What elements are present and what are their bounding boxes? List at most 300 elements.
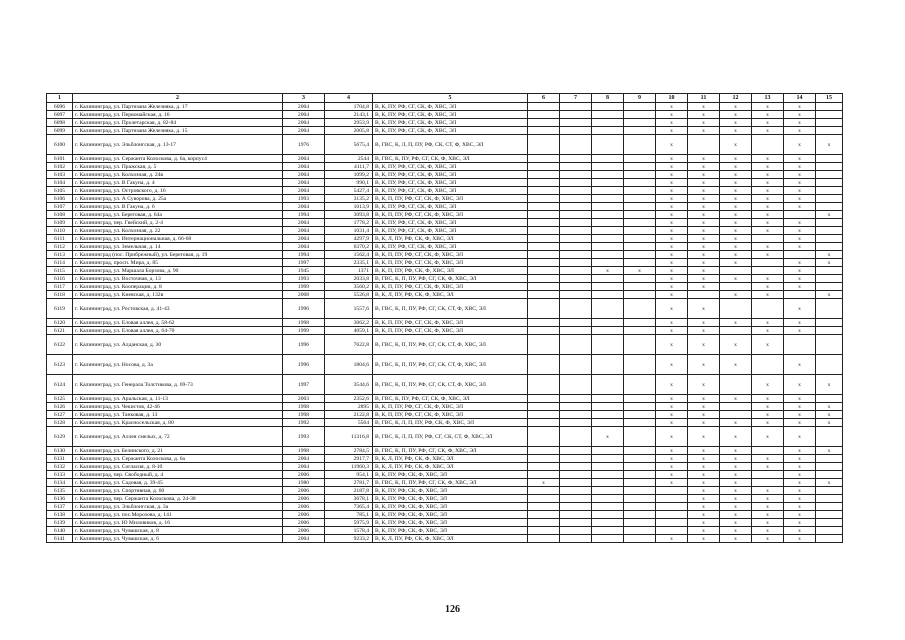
row-number: 6101 [47,155,73,163]
mark-cell: x [784,471,816,479]
mark-cell: x [752,419,784,427]
mark-cell [816,155,843,163]
mark-cell: x [720,211,752,219]
area-cell: 2784,5 [325,447,373,455]
table-row [47,327,843,335]
mark-cell [560,519,592,527]
address-cell: г. Калининград, ул. Чувашская, д. 8 [73,527,283,535]
mark-cell [816,455,843,463]
row-number: 6111 [47,235,73,243]
mark-cell [784,291,816,299]
mark-cell [560,527,592,535]
mark-cell [528,463,560,471]
mark-cell [816,511,843,519]
mark-cell: x [720,479,752,487]
area-cell: 2352,6 [325,395,373,403]
column-header: 13 [752,94,784,103]
mark-cell: x [688,395,720,403]
mark-cell: x [784,495,816,503]
address-cell: г. Калининград, пер. Свободный, д. 4 [73,471,283,479]
mark-cell: x [720,511,752,519]
area-cell: 7622,8 [325,335,373,355]
mark-cell [560,227,592,235]
mark-cell: x [720,275,752,283]
works-cell: В, К, Л, ПУ, РФ, СК, Ф, ХВС, ЭЛ [373,535,528,543]
mark-cell: x [752,187,784,195]
works-cell: В, К, П, ПУ, РФ, СГ, СК, Ф, ХВС, ЭЛ [373,411,528,419]
mark-cell [560,291,592,299]
area-cell: 5975,9 [325,519,373,527]
column-header: 12 [720,94,752,103]
mark-cell [624,419,656,427]
mark-cell: x [656,411,688,419]
table-row [47,395,843,403]
mark-cell [624,327,656,335]
table-row [47,447,843,455]
mark-cell: x [784,299,816,319]
works-cell: В, К, П, ПУ, РФ, СГ, СК, Ф, ХВС, ЭЛ [373,211,528,219]
works-cell: В, К, П, ПУ, РФ, СГ, СК, Ф, ХВС, ЭЛ [373,195,528,203]
mark-cell: x [752,319,784,327]
mark-cell [816,127,843,135]
mark-cell: x [752,427,784,447]
mark-cell: x [656,463,688,471]
table-row [47,419,843,427]
row-number: 6103 [47,171,73,179]
mark-cell: x [784,487,816,495]
address-cell: г. Калининград, ул. Колхозная, д. 22 [73,227,283,235]
mark-cell [528,447,560,455]
mark-cell: x [656,479,688,487]
row-number: 6125 [47,395,73,403]
mark-cell [592,163,624,171]
mark-cell: x [656,355,688,375]
mark-cell: x [688,471,720,479]
mark-cell [816,527,843,535]
table-row [47,135,843,155]
row-number: 6121 [47,327,73,335]
table-row [47,127,843,135]
mark-cell: x [784,171,816,179]
mark-cell: x [752,111,784,119]
mark-cell [592,227,624,235]
mark-cell [624,171,656,179]
mark-cell: x [752,103,784,111]
year-cell: 2006 [283,471,325,479]
year-cell: 1999 [283,283,325,291]
mark-cell: x [816,479,843,487]
table-row [47,111,843,119]
mark-cell [624,403,656,411]
table-row [47,103,843,111]
address-cell: г. Калининград, ул. Еловая аллея, д. 58-62 [73,319,283,327]
mark-cell [816,195,843,203]
mark-cell [816,179,843,187]
mark-cell [528,471,560,479]
table-row [47,527,843,535]
table-row [47,195,843,203]
mark-cell [624,259,656,267]
area-cell: 9233,2 [325,535,373,543]
mark-cell [624,291,656,299]
mark-cell: x [784,455,816,463]
mark-cell [592,327,624,335]
mark-cell: x [816,135,843,155]
mark-cell [560,267,592,275]
works-cell: В, К, П, ПУ, РФ, СГ, СК, Ф, ХВС, ЭЛ [373,259,528,267]
table-row [47,455,843,463]
mark-cell [592,495,624,503]
address-cell: г. Калининград, ул. Алданская, д. 30 [73,335,283,355]
mark-cell [816,327,843,335]
year-cell: 1998 [283,319,325,327]
mark-cell: x [688,171,720,179]
area-cell: 2122,8 [325,411,373,419]
year-cell: 2004 [283,203,325,211]
mark-cell: x [688,503,720,511]
mark-cell [624,179,656,187]
mark-cell [592,527,624,535]
mark-cell: x [752,291,784,299]
address-cell: г. Калининград, ул. Маршала Борзова, д. 90 [73,267,283,275]
row-number: 6106 [47,195,73,203]
address-cell: г. Калининград, ул. пос.Морозова, д. 141 [73,511,283,519]
table-row [47,171,843,179]
works-cell: В, К, Л, ПУ, РФ, СК, Ф, ХВС, ЭЛ [373,455,528,463]
mark-cell: x [688,419,720,427]
mark-cell: x [816,211,843,219]
works-cell: В, ГВС, К, П, ПУ, РФ, СГ, СК, Ф, ХВС, ЭЛ [373,447,528,455]
works-cell: В, ГВС, К, П, ПУ, РФ, СГ, СК, СТ, Ф, ХВС, ЭЛ [373,355,528,375]
mark-cell: x [784,535,816,543]
row-number: 6105 [47,187,73,195]
mark-cell [592,155,624,163]
works-cell: В, К, Л, ПУ, РФ, СК, Ф, ХВС, ЭЛ [373,235,528,243]
works-cell: В, К, П, ПУ, РФ, СГ, СК, Ф, ХВС, ЭЛ [373,283,528,291]
mark-cell: x [752,251,784,259]
mark-cell: x [752,375,784,395]
table-row [47,243,843,251]
mark-cell: x [720,195,752,203]
row-number: 6129 [47,427,73,447]
area-cell: 954,1 [325,471,373,479]
year-cell: 2004 [283,187,325,195]
mark-cell: x [784,243,816,251]
mark-cell: x [784,259,816,267]
mark-cell [528,283,560,291]
mark-cell [592,319,624,327]
mark-cell [816,235,843,243]
mark-cell: x [720,155,752,163]
mark-cell: x [752,511,784,519]
mark-cell: x [688,519,720,527]
area-cell: 11960,3 [325,463,373,471]
mark-cell: x [752,195,784,203]
mark-cell [816,267,843,275]
row-number: 6107 [47,203,73,211]
mark-cell: x [656,135,688,155]
mark-cell [592,411,624,419]
year-cell: 2008 [283,291,325,299]
works-cell: В, ГВС, К, ПУ, РФ, СГ, СК, Ф, ХВС, ЭЛ [373,155,528,163]
mark-cell: x [752,463,784,471]
mark-cell [560,375,592,395]
mark-cell: x [688,535,720,543]
mark-cell: x [656,155,688,163]
mark-cell [528,171,560,179]
year-cell: 1997 [283,259,325,267]
mark-cell [688,135,720,155]
mark-cell [528,163,560,171]
mark-cell [784,211,816,219]
mark-cell [560,355,592,375]
mark-cell [592,211,624,219]
works-cell: В, К, ПУ, РФ, СК, Ф, ХВС, ЭЛ [373,503,528,511]
area-cell: 3560,2 [325,283,373,291]
mark-cell: x [752,535,784,543]
table-row [47,203,843,211]
year-cell: 1999 [283,327,325,335]
mark-cell: x [656,219,688,227]
mark-cell: x [656,283,688,291]
mark-cell [624,235,656,243]
mark-cell [816,427,843,447]
column-header: 9 [624,94,656,103]
mark-cell [816,319,843,327]
mark-cell [624,395,656,403]
mark-cell: x [784,511,816,519]
row-number: 6120 [47,319,73,327]
works-cell: В, К, ПУ, РФ, СГ, СК, Ф, ХВС, ЭЛ [373,119,528,127]
address-cell: г. Калининград, ул. Кооперации, д. 8 [73,283,283,291]
works-cell: В, К, П, ПУ, РФ, СГ, СК, Ф, ХВС, ЭЛ [373,327,528,335]
mark-cell: x [656,103,688,111]
works-cell: В, К, Л, ПУ, РФ, СК, Ф, ХВС, ЭЛ [373,463,528,471]
mark-cell: x [784,119,816,127]
mark-cell [528,519,560,527]
mark-cell [752,447,784,455]
year-cell: 1945 [283,267,325,275]
mark-cell: x [752,275,784,283]
header-row [47,94,843,103]
mark-cell: x [752,335,784,355]
mark-cell [816,487,843,495]
area-cell: 3062,2 [325,319,373,327]
mark-cell [656,527,688,535]
row-number: 6099 [47,127,73,135]
mark-cell [528,275,560,283]
mark-cell [720,299,752,319]
mark-cell: x [784,227,816,235]
mark-cell: x [688,103,720,111]
mark-cell [592,355,624,375]
mark-cell [528,227,560,235]
table-row [47,355,843,375]
mark-cell: x [784,267,816,275]
year-cell: 2004 [283,127,325,135]
mark-cell: x [688,319,720,327]
address-cell: г. Калининград, ул. Пражская, д. 5 [73,163,283,171]
mark-cell: x [656,187,688,195]
mark-cell: x [784,403,816,411]
mark-cell: x [688,235,720,243]
mark-cell [528,251,560,259]
mark-cell [720,403,752,411]
area-cell: 1578,4 [325,527,373,535]
area-cell: 2005,8 [325,127,373,135]
mark-cell [560,535,592,543]
mark-cell: x [688,227,720,235]
mark-cell [816,471,843,479]
mark-cell [624,243,656,251]
mark-cell: x [688,203,720,211]
mark-cell: x [784,203,816,211]
mark-cell [592,135,624,155]
mark-cell [624,119,656,127]
table-row [47,179,843,187]
mark-cell: x [656,179,688,187]
year-cell: 2004 [283,179,325,187]
row-number: 6119 [47,299,73,319]
row-number: 6108 [47,211,73,219]
row-number: 6134 [47,479,73,487]
row-number: 6138 [47,511,73,519]
year-cell: 2004 [283,243,325,251]
mark-cell: x [752,211,784,219]
mark-cell: x [752,243,784,251]
table-row [47,235,843,243]
works-cell: В, К, ПУ, РФ, СК, Ф, ХВС, ЭЛ [373,495,528,503]
mark-cell: x [816,447,843,455]
address-cell: г. Калининград, ул. А Суворова, д. 25а [73,195,283,203]
year-cell: 1993 [283,275,325,283]
table-row [47,299,843,319]
year-cell: 1976 [283,135,325,155]
mark-cell [528,427,560,447]
mark-cell [592,463,624,471]
mark-cell [560,163,592,171]
row-number: 6096 [47,103,73,111]
works-cell: В, ГВС, К, П, ПУ, РФ, СГ, СК, Ф, ХВС, ЭЛ [373,479,528,487]
mark-cell: x [720,103,752,111]
mark-cell: x [656,203,688,211]
works-cell: В, ГВС, К, П, ПУ, РФ, СГ, СК, СТ, Ф, ХВС, ЭЛ [373,335,528,355]
address-cell: г. Калининград, ул. Ю Миловиков, д. 16 [73,519,283,527]
works-cell: В, К, П, ПУ, РФ, СГ, СК, Ф, ХВС, ЭЛ [373,319,528,327]
address-cell: г. Калининград, ул. Генерала Толстикова, д. 69-73 [73,375,283,395]
mark-cell [560,179,592,187]
mark-cell [528,495,560,503]
mark-cell: x [720,527,752,535]
mark-cell: x [592,267,624,275]
column-header: 7 [560,94,592,103]
mark-cell [528,291,560,299]
works-cell: В, ГВС, К, Л, П, ПУ, РФ, СК, СТ, Ф, ХВС, ЭЛ [373,135,528,155]
table-row [47,275,843,283]
mark-cell [816,335,843,355]
mark-cell: x [720,419,752,427]
table-row [47,479,843,487]
works-cell: В, К, ПУ, РФ, СГ, СК, Ф, ХВС, ЭЛ [373,179,528,187]
mark-cell [720,267,752,275]
mark-cell [592,171,624,179]
works-cell: В, К, ПУ, РФ, СК, Ф, ХВС, ЭЛ [373,527,528,535]
mark-cell [624,487,656,495]
mark-cell: x [656,471,688,479]
table-row [47,535,843,543]
mark-cell [592,283,624,291]
address-cell: г. Калининград, ул. Садовая, д. 39-45 [73,479,283,487]
address-cell: г. Калининград, ул. Колхозная, д. 24в [73,171,283,179]
mark-cell [528,219,560,227]
mark-cell [816,119,843,127]
mark-cell: x [656,327,688,335]
works-cell: В, К, ПУ, РФ, СГ, СК, Ф, ХВС, ЭЛ [373,103,528,111]
row-number: 6123 [47,355,73,375]
mark-cell [560,111,592,119]
works-cell: В, ГВС, К, П, ПУ, РФ, СГ, СК, СТ, Ф, ХВС, ЭЛ [373,375,528,395]
mark-cell [624,355,656,375]
address-cell: г. Калининград, ул. Островского, д. 16 [73,187,283,195]
mark-cell: x [656,171,688,179]
mark-cell [528,535,560,543]
mark-cell: x [784,395,816,403]
mark-cell: x [656,319,688,327]
year-cell: 2006 [283,519,325,527]
area-cell: 2187,8 [325,487,373,495]
column-header: 15 [816,94,843,103]
mark-cell [592,235,624,243]
column-header: 2 [73,94,283,103]
mark-cell: x [752,283,784,291]
mark-cell [624,455,656,463]
mark-cell [624,511,656,519]
year-cell: 1996 [283,335,325,355]
mark-cell: x [784,419,816,427]
row-number: 6113 [47,251,73,259]
works-cell: В, К, П, ПУ, РФ, СГ, СК, Ф, ХВС, ЭЛ [373,251,528,259]
address-cell: г. Калининград, ул. Спортивная, д. 60 [73,487,283,495]
mark-cell: x [656,447,688,455]
mark-cell [624,427,656,447]
mark-cell [592,127,624,135]
mark-cell [560,135,592,155]
mark-cell [560,447,592,455]
works-cell: В, К, ПУ, РФ, СГ, СК, Ф, ХВС, ЭЛ [373,171,528,179]
works-cell: В, К, ПУ, РФ, СГ, СК, Ф, ХВС, ЭЛ [373,227,528,235]
mark-cell [560,203,592,211]
mark-cell: x [816,419,843,427]
mark-cell [560,479,592,487]
mark-cell [528,211,560,219]
mark-cell [624,103,656,111]
area-cell: 2143,1 [325,111,373,119]
mark-cell: x [688,195,720,203]
mark-cell [592,487,624,495]
mark-cell [624,227,656,235]
mark-cell: x [656,427,688,447]
mark-cell: x [784,447,816,455]
mark-cell: x [784,103,816,111]
mark-cell [816,111,843,119]
mark-cell: x [688,219,720,227]
mark-cell: x [720,203,752,211]
mark-cell: x [688,163,720,171]
year-cell: 2004 [283,163,325,171]
mark-cell: x [752,527,784,535]
table-body [47,94,843,543]
mark-cell [816,163,843,171]
